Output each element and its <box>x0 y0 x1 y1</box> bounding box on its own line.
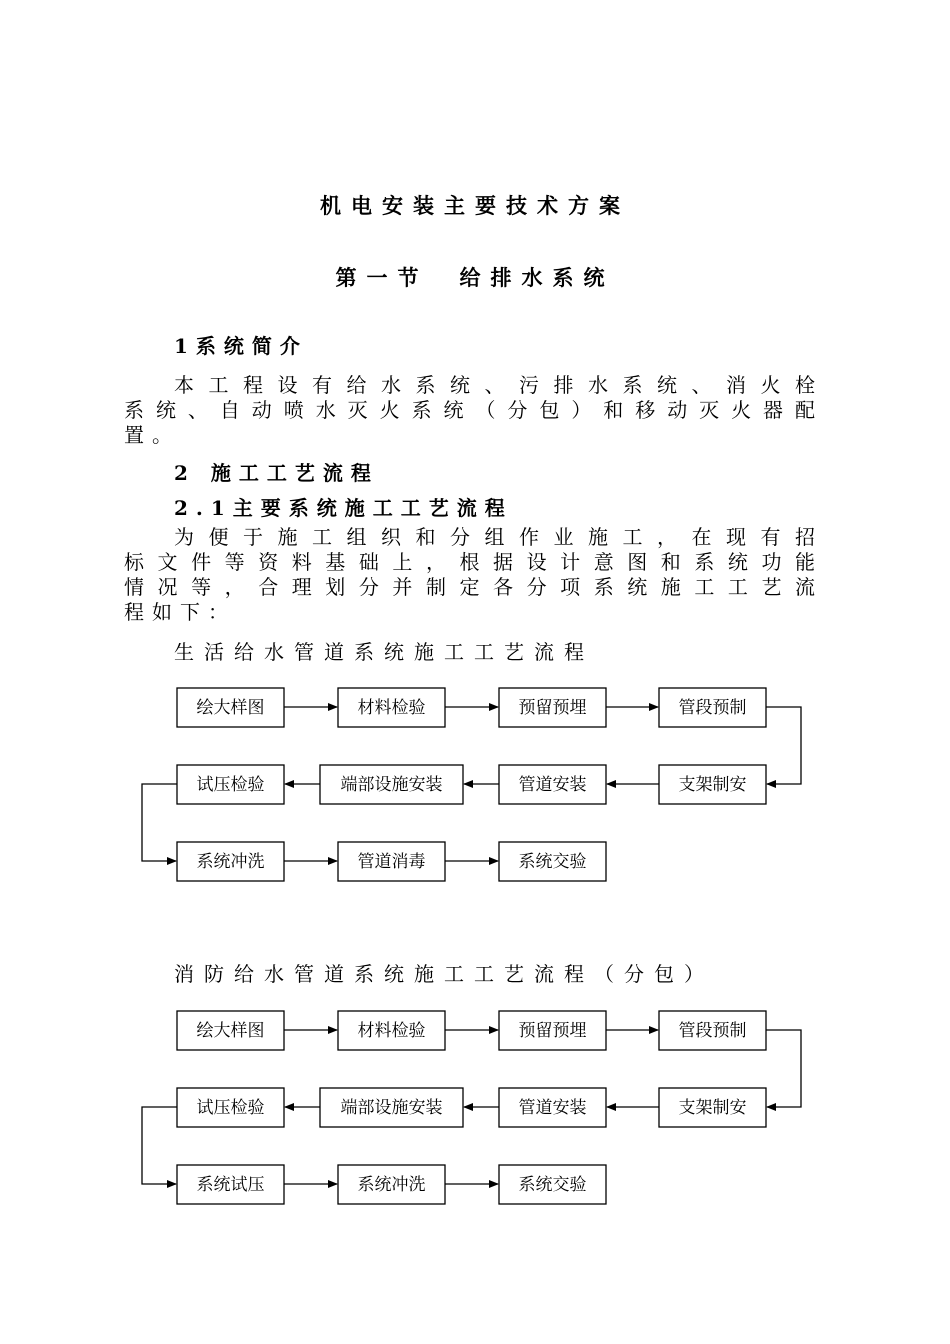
flow2-connector <box>142 1107 177 1184</box>
flow1-label: 试压检验 <box>196 775 265 795</box>
process-line: 情况等，合理划分并制定各分项系统施工工艺流 <box>124 575 815 599</box>
flow1-label: 支架制安 <box>678 775 747 795</box>
flow1-connector <box>142 784 177 861</box>
flow2-label: 端部设施安装 <box>340 1098 443 1118</box>
flow2-label: 管段预制 <box>678 1021 747 1041</box>
flow2-label: 系统试压 <box>196 1175 265 1195</box>
flow1-label: 材料检验 <box>357 698 426 718</box>
flow1-title: 生活给水管道系统施工工艺流程 <box>174 640 594 664</box>
intro-line: 置。 <box>124 423 180 447</box>
intro-paragraph <box>124 373 815 448</box>
flow1-label: 管道消毒 <box>357 852 426 872</box>
flow1-label: 系统冲洗 <box>196 852 265 872</box>
process-paragraph <box>124 525 815 625</box>
flow1-label: 管段预制 <box>678 698 747 718</box>
flow1-diagram <box>0 675 950 890</box>
flow1-label: 绘大样图 <box>196 698 265 718</box>
process-line: 标文件等资料基础上，根据设计意图和系统功能 <box>124 550 815 574</box>
flow2-label: 系统交验 <box>518 1175 587 1195</box>
heading-process: 2 施工工艺流程 <box>174 461 379 485</box>
flow2-label: 预留预埋 <box>518 1021 587 1041</box>
flow1-label: 预留预埋 <box>518 698 587 718</box>
flow2-connector <box>766 1030 801 1107</box>
flow2-diagram <box>0 998 950 1213</box>
process-line: 为便于施工组织和分组作业施工，在现有招 <box>174 525 815 549</box>
flow1-label: 系统交验 <box>518 852 587 872</box>
intro-line: 本工程设有给水系统、污排水系统、消火栓 <box>174 373 815 397</box>
flow1-label: 端部设施安装 <box>340 775 443 795</box>
flow2-title: 消防给水管道系统施工工艺流程（分包） <box>174 962 714 986</box>
section-heading: 第一节 给排水系统 <box>335 265 615 290</box>
flow2-label: 绘大样图 <box>196 1021 265 1041</box>
flow1-connector <box>766 707 801 784</box>
flow2-label: 管道安装 <box>518 1098 587 1118</box>
intro-line: 系统、自动喷水灭火系统（分包）和移动灭火器配 <box>124 398 815 422</box>
flow2-label: 材料检验 <box>357 1021 426 1041</box>
flow2-label: 支架制安 <box>678 1098 747 1118</box>
doc-title: 机电安装主要技术方案 <box>320 193 630 218</box>
heading-system-intro: 1系统简介 <box>174 334 308 358</box>
flow2-label: 系统冲洗 <box>357 1175 426 1195</box>
process-line: 程如下： <box>124 600 236 624</box>
flow1-label: 管道安装 <box>518 775 587 795</box>
flow2-label: 试压检验 <box>196 1098 265 1118</box>
heading-main-process: 2.1主要系统施工工艺流程 <box>174 496 513 520</box>
